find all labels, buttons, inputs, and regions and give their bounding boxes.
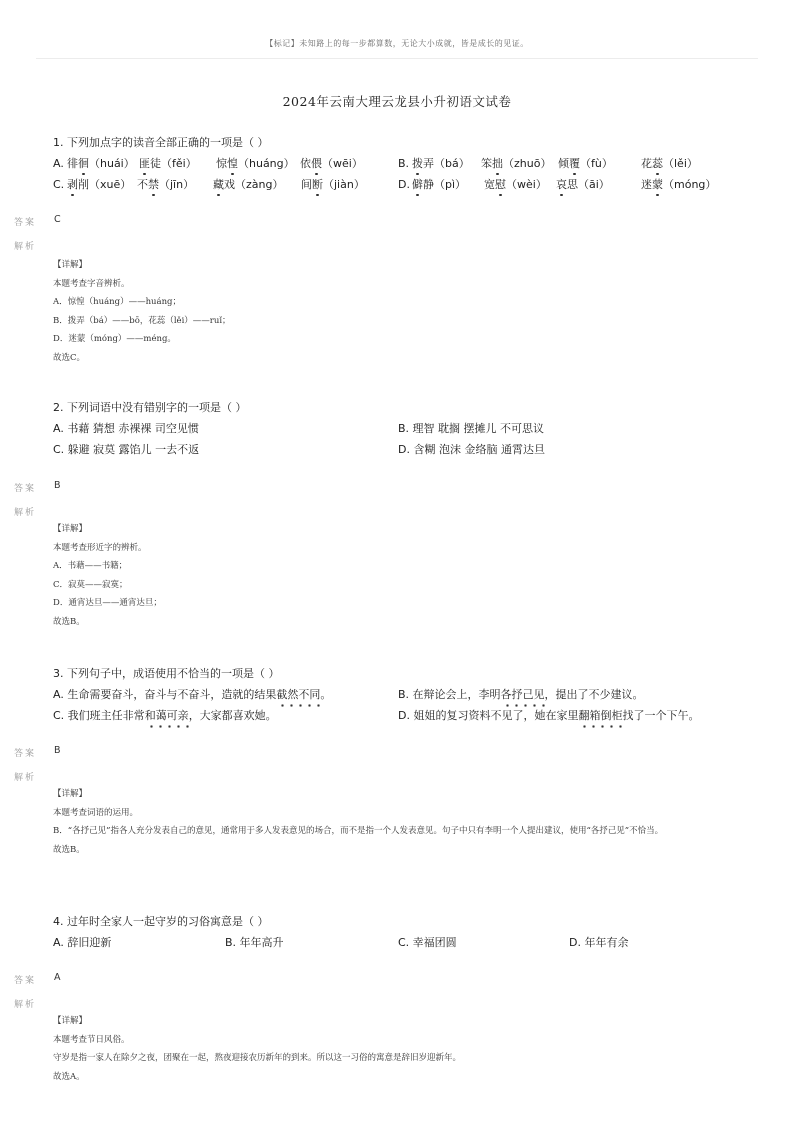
- option-d[interactable]: D. 姐姐的复习资料不见了，她在家里翻箱倒柜找了一个下午。: [398, 709, 700, 722]
- analysis-detail: 【详解】 本题考查形近字的辨析。 A．书藉——书籍； C．寂莫——寂寞； D．通宵达旦——通宵达旦； 故选B。: [53, 524, 162, 627]
- option-item: 不禁（jīn）: [137, 178, 195, 191]
- analysis-detail: 【详解】 本题考查字音辨析。 A．惊惶（huáng）——huáng； B．拨弄（bá）——bō，花蕊（lěi）——ruǐ； D．迷蒙（móng）——méng。 故选C。: [53, 260, 231, 363]
- question-4: [53, 915, 753, 956]
- option-a[interactable]: A. 书藉 猜想 赤裸裸 司空见惯: [53, 422, 199, 435]
- option-item: 倾覆（fù）: [558, 157, 613, 170]
- question-stem: 1. 下列加点字的读音全部正确的一项是（ ）: [53, 136, 269, 149]
- option-group: [53, 157, 753, 197]
- option-c[interactable]: C. 躲避 寂莫 露馅儿 一去不返: [53, 443, 200, 456]
- analysis-detail: 【详解】 本题考查词语的运用。 B．“各抒己见”指各人充分发表自己的意见，通常用于多人发表意见的场合，而不是指一个人发表意见。句子中只有李明一个人提出建议，使用“各抒己见”不恰当。 故选B。: [53, 789, 664, 855]
- option-item: 匪徒（fěi）: [139, 157, 197, 170]
- option-a[interactable]: A. 徘徊（huái） 匪徒（fěi） 惊惶（huáng） 依偎（wēi）: [53, 157, 363, 170]
- question-stem: 3. 下列句子中，成语使用不恰当的一项是（ ）: [53, 667, 280, 680]
- answer-label: 答案: [14, 218, 37, 228]
- option-c[interactable]: C. 我们班主任非常和蔼可亲，大家都喜欢她。: [53, 709, 277, 722]
- option-item: 剥削（xuē）: [67, 178, 132, 191]
- option-c[interactable]: C. 剥削（xuē） 不禁（jīn） 藏戏（zàng） 间断（jiàn）: [53, 178, 365, 191]
- analysis-label: 解析: [14, 1000, 37, 1010]
- option-item: 依偎（wēi）: [300, 157, 363, 170]
- analysis-label: 解析: [14, 508, 37, 518]
- option-item: 花蕊（lěi）: [641, 157, 698, 170]
- option-group: [53, 688, 753, 728]
- option-item: 藏戏（zàng）: [213, 178, 284, 191]
- header-divider: [36, 58, 758, 59]
- answer-label: 答案: [14, 749, 37, 759]
- option-item: 笨拙（zhuō）: [481, 157, 552, 170]
- question-stem: 2. 下列词语中没有错别字的一项是（ ）: [53, 401, 247, 414]
- analysis-label: 解析: [14, 242, 37, 252]
- option-group: [53, 422, 753, 462]
- option-a[interactable]: A. 生命需要奋斗，奋斗与不奋斗，造就的结果截然不同。: [53, 688, 332, 701]
- header-banner: 【标记】未知路上的每一步都算数，无论大小成就，皆是成长的见证。: [265, 39, 529, 48]
- option-b[interactable]: B. 拨弄（bá） 笨拙（zhuō） 倾覆（fù） 花蕊（lěi）: [398, 157, 698, 170]
- option-item: 惊惶（huáng）: [216, 157, 295, 170]
- option-item: 间断（jiàn）: [301, 178, 365, 191]
- question-2: [53, 401, 753, 462]
- option-item: 僻静（pì）: [412, 178, 467, 191]
- page-title: 2024年云南大理云龙县小升初语文试卷: [282, 94, 512, 109]
- option-b[interactable]: B. 理智 耽搁 摆摊儿 不可思议: [398, 422, 545, 435]
- option-b[interactable]: B. 在辩论会上，李明各抒己见，提出了不少建议。: [398, 688, 644, 701]
- option-b[interactable]: B. 年年高升: [225, 936, 284, 949]
- question-1: [53, 136, 753, 197]
- option-a[interactable]: A. 辞旧迎新: [53, 936, 112, 949]
- option-c[interactable]: C. 幸福团圆: [398, 936, 457, 949]
- option-d[interactable]: D. 含糊 泡沫 金络脑 通霄达旦: [398, 443, 545, 456]
- answer-value: C: [54, 214, 61, 225]
- option-item: 宽慰（wèi）: [484, 178, 547, 191]
- analysis-detail: 【详解】 本题考查节日风俗。 守岁是指一家人在除夕之夜，团聚在一起，熬夜迎接农历新年的到来。所以这一习俗的寓意是辞旧岁迎新年。 故选A。: [53, 1016, 462, 1082]
- option-item: 拨弄（bá）: [412, 157, 470, 170]
- analysis-label: 解析: [14, 773, 37, 783]
- option-d[interactable]: D. 僻静（pì） 宽慰（wèi） 哀思（āi） 迷蒙（móng）: [398, 178, 717, 191]
- answer-label: 答案: [14, 484, 37, 494]
- answer-label: 答案: [14, 976, 37, 986]
- option-group: [53, 936, 753, 956]
- question-3: [53, 667, 753, 728]
- answer-value: B: [54, 480, 61, 491]
- option-item: 徘徊（huái）: [67, 157, 135, 170]
- option-d[interactable]: D. 年年有余: [569, 936, 629, 949]
- question-stem: 4. 过年时全家人一起守岁的习俗寓意是（ ）: [53, 915, 269, 928]
- option-item: 哀思（āi）: [556, 178, 610, 191]
- answer-value: A: [54, 972, 61, 983]
- option-item: 迷蒙（móng）: [641, 178, 717, 191]
- answer-value: B: [54, 745, 61, 756]
